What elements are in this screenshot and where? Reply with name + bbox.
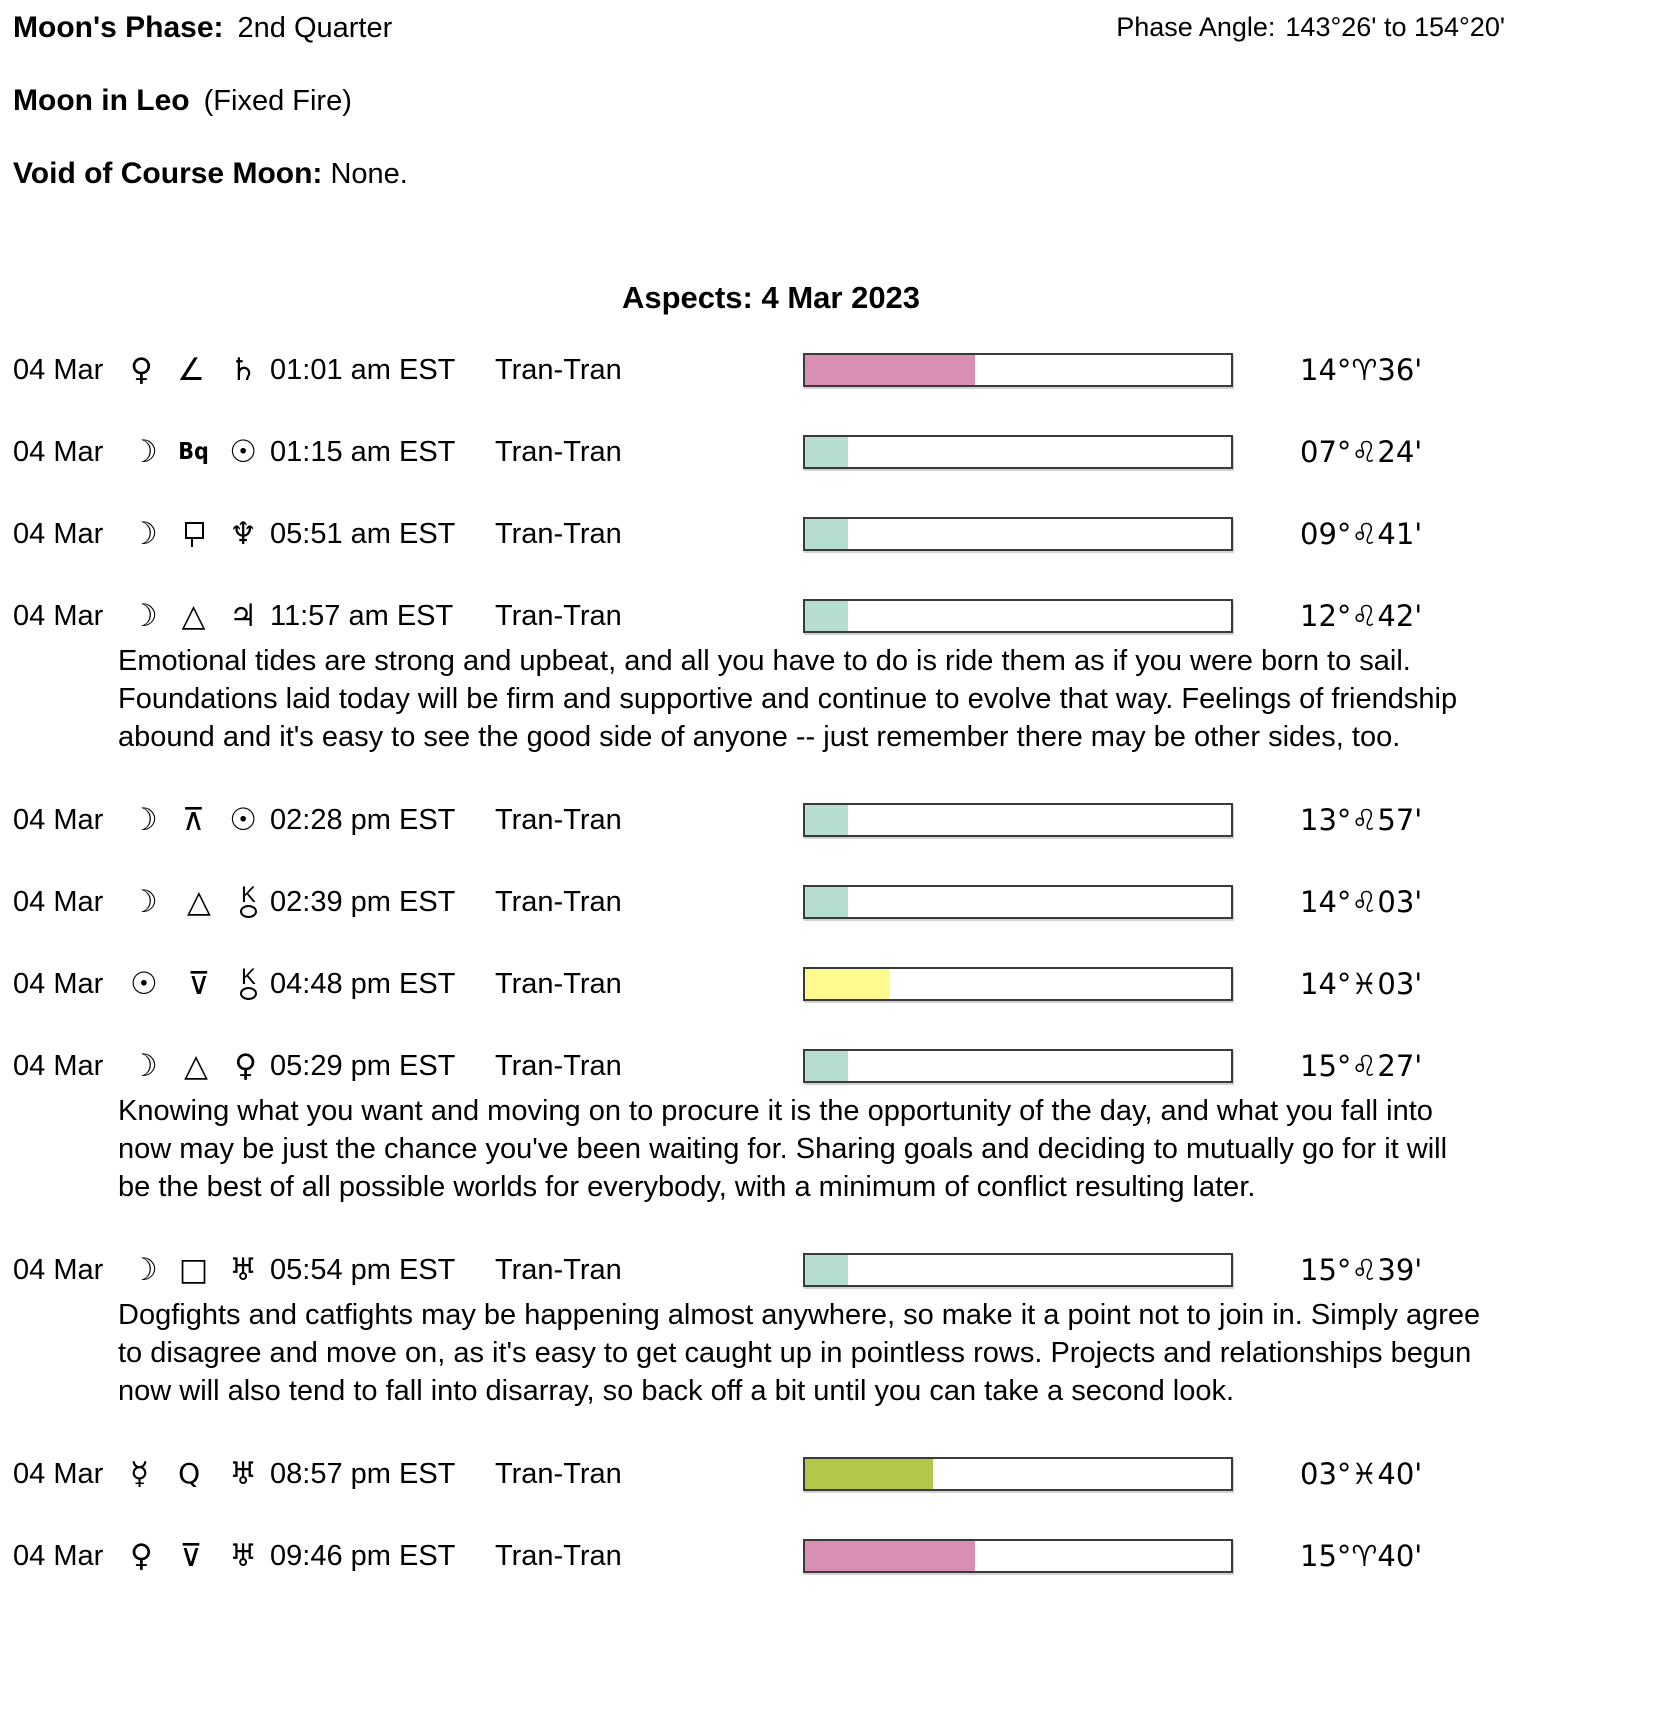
orb-bar-fill bbox=[805, 887, 848, 917]
aspect-date: 04 Mar bbox=[13, 967, 104, 1000]
uranus-icon: ♅ bbox=[229, 1537, 257, 1574]
aspect-entry bbox=[13, 516, 1676, 552]
aspect-time: 02:39 pm EST bbox=[270, 885, 456, 918]
orb-bar-fill bbox=[805, 969, 890, 999]
aspect-row bbox=[13, 516, 1676, 552]
phase-angle-label: Phase Angle: bbox=[1116, 12, 1276, 42]
aspect-entry bbox=[13, 881, 1676, 920]
orb-bar bbox=[803, 967, 1233, 1001]
aspect-date: 04 Mar bbox=[13, 517, 104, 550]
orb-bar bbox=[803, 1457, 1233, 1491]
aspect-glyphs bbox=[130, 597, 265, 634]
aspect-degree: 03°♓40' bbox=[1300, 1457, 1423, 1491]
aspect-time: 02:28 pm EST bbox=[270, 803, 456, 836]
aspect-glyphs bbox=[130, 515, 265, 552]
trine-icon: △ bbox=[186, 883, 211, 920]
aspect-glyphs bbox=[130, 801, 265, 838]
phase-angle bbox=[1116, 12, 1505, 43]
orb-bar-fill bbox=[805, 355, 975, 385]
sun-icon: ☉ bbox=[229, 433, 257, 470]
aspect-degree: 14°♓03' bbox=[1300, 967, 1423, 1001]
aspect-row bbox=[13, 598, 1676, 634]
aspect-entry bbox=[13, 352, 1676, 388]
orb-bar bbox=[803, 435, 1233, 469]
orb-bar-fill bbox=[805, 601, 848, 631]
moon-icon: ☽ bbox=[130, 1047, 158, 1084]
aspect-type: Tran-Tran bbox=[495, 1457, 622, 1490]
aspect-glyphs bbox=[130, 351, 265, 388]
aspect-type: Tran-Tran bbox=[495, 435, 622, 468]
moon-icon: ☽ bbox=[130, 597, 158, 634]
aspect-date: 04 Mar bbox=[13, 1457, 104, 1490]
aspect-type: Tran-Tran bbox=[495, 885, 622, 918]
aspect-entry bbox=[13, 598, 1676, 756]
aspect-degree: 07°♌24' bbox=[1300, 435, 1423, 469]
venus-icon: ♀ bbox=[234, 1047, 257, 1084]
moon-icon: ☽ bbox=[130, 801, 158, 838]
orb-bar-fill bbox=[805, 519, 848, 549]
quintile-icon: Q bbox=[178, 1457, 201, 1490]
aspect-note: Dogfights and catfights may be happening almost anywhere, so make it a point not to join in. Simply agree to disagree and move on, as it's easy to get caught up in pointless rows. Projects and relationships begun now will also tend to fall into disarray, so back off a bit until you can take a second look. bbox=[118, 1299, 1481, 1407]
uranus-icon: ♅ bbox=[229, 1251, 257, 1288]
sun-icon: ☉ bbox=[130, 965, 158, 1002]
trine-icon: △ bbox=[181, 597, 206, 634]
aspect-entry bbox=[13, 434, 1676, 470]
aspect-entry bbox=[13, 802, 1676, 838]
orb-bar bbox=[803, 803, 1233, 837]
aspect-type: Tran-Tran bbox=[495, 967, 622, 1000]
trine-icon: △ bbox=[184, 1047, 208, 1084]
aspect-row bbox=[13, 1252, 1676, 1288]
aspect-degree: 09°♌41' bbox=[1300, 517, 1423, 551]
phase-angle-value: 143°26' to 154°20' bbox=[1285, 12, 1505, 42]
aspect-type: Tran-Tran bbox=[495, 803, 622, 836]
aspect-glyphs bbox=[130, 1251, 265, 1288]
aspects-title: Aspects: 4 Mar 2023 bbox=[621, 280, 921, 315]
aspect-row bbox=[13, 802, 1676, 838]
chiron-icon: K bbox=[240, 886, 257, 918]
semisquare-icon: ∠ bbox=[177, 351, 205, 388]
aspect-type: Tran-Tran bbox=[495, 517, 622, 550]
moons-phase-label: Moon's Phase: bbox=[13, 11, 224, 44]
aspect-row bbox=[13, 434, 1676, 470]
orb-bar bbox=[803, 1253, 1233, 1287]
orb-bar-fill bbox=[805, 1541, 975, 1571]
sesquiquadrate-icon bbox=[182, 521, 206, 547]
aspect-time: 08:57 pm EST bbox=[270, 1457, 456, 1490]
aspect-date: 04 Mar bbox=[13, 885, 104, 918]
aspect-glyphs bbox=[130, 1537, 265, 1574]
aspect-date: 04 Mar bbox=[13, 599, 104, 632]
aspect-glyphs bbox=[130, 1047, 265, 1084]
aspect-degree: 14°♌03' bbox=[1300, 885, 1423, 919]
uranus-icon: ♅ bbox=[229, 1455, 257, 1492]
aspect-glyphs bbox=[130, 881, 265, 920]
chiron-icon: K bbox=[240, 968, 257, 1000]
aspect-time: 09:46 pm EST bbox=[270, 1539, 456, 1572]
aspect-row bbox=[13, 1538, 1676, 1574]
moon-sign-line bbox=[13, 83, 1676, 119]
aspect-type: Tran-Tran bbox=[495, 353, 622, 386]
aspect-note: Knowing what you want and moving on to procure it is the opportunity of the day, and what you fall into now may be just the chance you've been waiting for. Sharing goals and deciding to mutually go for it will be the best of all possible worlds for everybody, with a minimum of conflict resulting later. bbox=[118, 1095, 1448, 1203]
aspect-date: 04 Mar bbox=[13, 803, 104, 836]
orb-bar bbox=[803, 885, 1233, 919]
orb-bar bbox=[803, 353, 1233, 387]
aspect-entry bbox=[13, 1252, 1676, 1410]
mercury-icon: ☿ bbox=[130, 1455, 150, 1492]
moon-icon: ☽ bbox=[130, 883, 158, 920]
aspect-entry bbox=[13, 1538, 1676, 1574]
orb-bar-fill bbox=[805, 1051, 848, 1081]
aspect-row bbox=[13, 352, 1676, 388]
aspect-entry bbox=[13, 1456, 1676, 1492]
aspect-date: 04 Mar bbox=[13, 353, 104, 386]
aspect-date: 04 Mar bbox=[13, 1539, 104, 1572]
orb-bar bbox=[803, 1539, 1233, 1573]
biquintile-icon: Bq bbox=[178, 438, 209, 465]
aspect-degree: 15°♌39' bbox=[1300, 1253, 1423, 1287]
aspect-time: 04:48 pm EST bbox=[270, 967, 456, 1000]
orb-bar bbox=[803, 599, 1233, 633]
saturn-icon: ♄ bbox=[229, 351, 257, 388]
aspect-row bbox=[13, 1456, 1676, 1492]
aspect-date: 04 Mar bbox=[13, 435, 104, 468]
aspect-date: 04 Mar bbox=[13, 1049, 104, 1082]
semisextile-icon: ⊽ bbox=[187, 965, 211, 1002]
aspect-time: 05:54 pm EST bbox=[270, 1253, 456, 1286]
aspect-type: Tran-Tran bbox=[495, 1539, 622, 1572]
venus-icon: ♀ bbox=[130, 351, 153, 388]
neptune-icon: ♆ bbox=[229, 515, 257, 552]
venus-icon: ♀ bbox=[130, 1537, 153, 1574]
aspects-list bbox=[13, 352, 1676, 1574]
orb-bar-fill bbox=[805, 1459, 933, 1489]
aspect-time: 05:29 pm EST bbox=[270, 1049, 456, 1082]
aspect-degree: 12°♌42' bbox=[1300, 599, 1423, 633]
aspect-degree: 13°♌57' bbox=[1300, 803, 1423, 837]
aspect-type: Tran-Tran bbox=[495, 599, 622, 632]
aspect-note: Emotional tides are strong and upbeat, and all you have to do is ride them as if you were born to sail. Foundations laid today will be firm and supportive and continue to evolve that way. Feelings of friendship abound and it's easy to see the good side of anyone -- just remember there may be other sides, too. bbox=[118, 645, 1458, 753]
aspect-entry bbox=[13, 963, 1676, 1002]
void-of-course-label: Void of Course Moon: bbox=[13, 157, 323, 190]
aspect-degree: 15°♌27' bbox=[1300, 1049, 1423, 1083]
aspect-row bbox=[13, 963, 1676, 1002]
aspect-glyphs bbox=[130, 963, 265, 1002]
aspect-glyphs bbox=[130, 1455, 265, 1492]
moon-sign-label: Moon in Leo bbox=[13, 84, 190, 117]
orb-bar bbox=[803, 517, 1233, 551]
aspect-degree: 14°♈36' bbox=[1300, 353, 1423, 387]
void-of-course-value: None. bbox=[330, 158, 408, 190]
aspect-type: Tran-Tran bbox=[495, 1049, 622, 1082]
aspect-degree: 15°♈40' bbox=[1300, 1539, 1423, 1573]
moon-sign-note: (Fixed Fire) bbox=[203, 85, 352, 117]
aspect-time: 11:57 am EST bbox=[270, 599, 454, 632]
aspect-entry bbox=[13, 1048, 1676, 1206]
aspect-glyphs bbox=[130, 433, 265, 470]
moon-icon: ☽ bbox=[130, 433, 158, 470]
aspects-title-wrap bbox=[13, 280, 1529, 316]
aspect-row bbox=[13, 881, 1676, 920]
aspect-time: 01:01 am EST bbox=[270, 353, 456, 386]
aspect-time: 01:15 am EST bbox=[270, 435, 456, 468]
void-of-course-line bbox=[13, 156, 1676, 192]
quincunx-icon: ⊼ bbox=[182, 801, 205, 838]
semisextile-icon: ⊽ bbox=[179, 1537, 203, 1574]
jupiter-icon: ♃ bbox=[229, 597, 257, 634]
report-header bbox=[13, 10, 1676, 192]
sun-icon: ☉ bbox=[229, 801, 257, 838]
orb-bar-fill bbox=[805, 437, 848, 467]
moon-icon: ☽ bbox=[130, 1251, 158, 1288]
moons-phase-value: 2nd Quarter bbox=[237, 12, 393, 44]
orb-bar-fill bbox=[805, 1255, 848, 1285]
orb-bar-fill bbox=[805, 805, 848, 835]
aspect-date: 04 Mar bbox=[13, 1253, 104, 1286]
orb-bar bbox=[803, 1049, 1233, 1083]
aspect-type: Tran-Tran bbox=[495, 1253, 622, 1286]
aspect-row bbox=[13, 1048, 1676, 1084]
aspect-time: 05:51 am EST bbox=[270, 517, 456, 550]
square-icon: □ bbox=[178, 1251, 209, 1288]
moon-icon: ☽ bbox=[130, 515, 158, 552]
